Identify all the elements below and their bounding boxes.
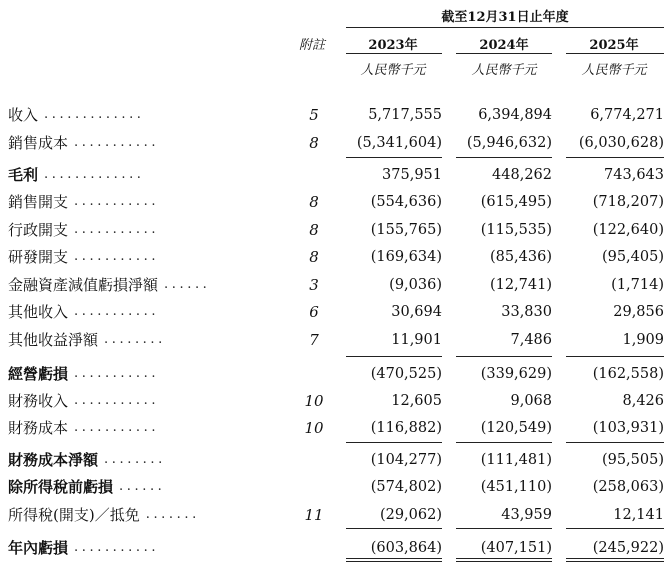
row-label: 財務成本: [8, 419, 69, 437]
row-label: 研發開支: [8, 248, 69, 266]
table-row: [0, 103, 667, 127]
value-cell-2024: 7,486: [510, 332, 552, 348]
row-note: [294, 475, 334, 499]
value-cell-2024: (407,151): [480, 540, 552, 556]
row-label: 財務收入: [8, 392, 69, 410]
value-cell-2025: (162,558): [592, 366, 664, 382]
value-cell-2023: (104,277): [370, 452, 442, 468]
value-cell-2024: (85,436): [489, 249, 552, 265]
value-cell-2023: (603,864): [370, 540, 442, 556]
leader-dots: ......: [119, 479, 166, 494]
table-row: [0, 362, 667, 386]
value-cell-2023: (116,882): [370, 420, 442, 436]
value-cell-2024: (111,481): [480, 452, 552, 468]
row-label: 其他收益淨額: [8, 331, 99, 349]
value-cell-2023: (554,636): [370, 194, 442, 210]
subtotal-rule: [346, 442, 442, 443]
value-cell-2024: (451,110): [480, 479, 552, 495]
subtotal-rule: [566, 157, 664, 158]
row-note: 8: [309, 193, 319, 211]
value-cell-2025: (245,922): [592, 540, 664, 556]
subtotal-rule: [456, 442, 552, 443]
leader-dots: ......: [164, 277, 211, 292]
table-row: [0, 328, 667, 352]
table-row: [0, 218, 667, 242]
value-cell-2023: 11,901: [391, 332, 442, 348]
table-row: [0, 131, 667, 155]
value-cell-2024: (5,946,632): [466, 135, 552, 151]
table-row: [0, 475, 667, 499]
value-cell-2025: (258,063): [592, 479, 664, 495]
value-cell-2023: (169,634): [370, 249, 442, 265]
leader-dots: ...........: [74, 540, 160, 555]
unit-label-2024: 人民幣千元: [471, 63, 537, 78]
value-cell-2024: (115,535): [480, 222, 552, 238]
value-cell-2023: (9,036): [389, 277, 442, 293]
value-cell-2023: (5,341,604): [356, 135, 442, 151]
value-cell-2024: 43,959: [501, 507, 552, 523]
row-note: 6: [309, 303, 319, 321]
value-cell-2025: 29,856: [613, 304, 664, 320]
leader-dots: ...........: [74, 194, 160, 209]
value-cell-2025: 6,774,271: [590, 107, 664, 123]
table-row: [0, 448, 667, 472]
row-label: 行政開支: [8, 221, 69, 239]
value-cell-2025: 1,909: [622, 332, 664, 348]
value-cell-2024: (339,629): [480, 366, 552, 382]
leader-dots: ...........: [74, 420, 160, 435]
value-cell-2024: 9,068: [510, 393, 552, 409]
value-cell-2023: (574,802): [370, 479, 442, 495]
value-cell-2025: (122,640): [592, 222, 664, 238]
total-double-rule: [346, 558, 442, 562]
leader-dots: .......: [145, 507, 200, 522]
leader-dots: ...........: [74, 135, 160, 150]
row-note: [294, 362, 334, 386]
leader-dots: ...........: [74, 393, 160, 408]
table-row: [0, 245, 667, 269]
table-row: [0, 503, 667, 527]
subtotal-rule: [566, 528, 664, 529]
row-label: 所得稅(開支)／抵免: [8, 506, 140, 524]
note-column-header: 附註: [298, 38, 325, 53]
table-row: [0, 300, 667, 324]
row-label: 收入: [8, 106, 39, 124]
subtotal-rule: [566, 356, 664, 357]
row-note: 3: [309, 276, 319, 294]
leader-dots: ...........: [74, 222, 160, 237]
value-cell-2025: (95,505): [601, 452, 664, 468]
row-note: [294, 163, 334, 187]
value-cell-2025: 8,426: [622, 393, 664, 409]
value-cell-2024: 6,394,894: [478, 107, 552, 123]
year-header-2024: 2024年: [479, 38, 529, 53]
row-label: 年內虧損: [8, 539, 69, 557]
value-cell-2024: 33,830: [501, 304, 552, 320]
row-label: 銷售成本: [8, 134, 69, 152]
year-header-2025: 2025年: [589, 38, 639, 53]
table-row: [0, 416, 667, 440]
row-note: 10: [304, 392, 324, 410]
row-label: 財務成本淨額: [8, 451, 99, 469]
row-note: [294, 448, 334, 472]
table-row: [0, 163, 667, 187]
value-cell-2024: (615,495): [480, 194, 552, 210]
unit-label-2025: 人民幣千元: [581, 63, 647, 78]
row-label: 銷售開支: [8, 193, 69, 211]
year-header-2023: 2023年: [368, 38, 418, 53]
table-row: [0, 389, 667, 413]
table-row: [0, 273, 667, 297]
value-cell-2025: (1,714): [611, 277, 664, 293]
row-note: [294, 536, 334, 560]
row-label: 毛利: [8, 166, 39, 184]
subtotal-rule: [456, 528, 552, 529]
value-cell-2025: 743,643: [604, 167, 664, 183]
row-label: 其他收入: [8, 303, 69, 321]
row-note: 11: [304, 506, 324, 524]
leader-dots: .............: [44, 107, 145, 122]
subtotal-rule: [456, 356, 552, 357]
year-rule-2025: [566, 53, 664, 54]
value-cell-2025: (718,207): [592, 194, 664, 210]
table-row: [0, 536, 667, 560]
value-cell-2023: (155,765): [370, 222, 442, 238]
row-note: 5: [309, 106, 319, 124]
value-cell-2025: (95,405): [601, 249, 664, 265]
row-note: 10: [304, 419, 324, 437]
value-cell-2023: 375,951: [382, 167, 442, 183]
row-note: 8: [309, 248, 319, 266]
year-rule-2024: [456, 53, 552, 54]
value-cell-2025: 12,141: [613, 507, 664, 523]
row-label: 經營虧損: [8, 365, 69, 383]
subtotal-rule: [346, 356, 442, 357]
value-cell-2024: 448,262: [492, 167, 552, 183]
unit-label-2023: 人民幣千元: [360, 63, 426, 78]
subtotal-rule: [456, 157, 552, 158]
subtotal-rule: [566, 442, 664, 443]
period-header-rule: [346, 27, 664, 28]
value-cell-2024: (120,549): [480, 420, 552, 436]
period-header: 截至12月31日止年度: [441, 10, 569, 25]
row-note: 7: [309, 331, 319, 349]
value-cell-2025: (103,931): [592, 420, 664, 436]
value-cell-2023: (29,062): [379, 507, 442, 523]
leader-dots: ........: [104, 452, 166, 467]
row-label: 金融資產減值虧損淨額: [8, 276, 159, 294]
leader-dots: ...........: [74, 249, 160, 264]
value-cell-2023: 12,605: [391, 393, 442, 409]
row-note: 8: [309, 221, 319, 239]
value-cell-2023: 5,717,555: [368, 107, 442, 123]
value-cell-2025: (6,030,628): [578, 135, 664, 151]
row-label: 除所得稅前虧損: [8, 478, 114, 496]
value-cell-2023: 30,694: [391, 304, 442, 320]
subtotal-rule: [346, 528, 442, 529]
row-note: 8: [309, 134, 319, 152]
total-double-rule: [566, 558, 664, 562]
leader-dots: .............: [44, 167, 145, 182]
value-cell-2024: (12,741): [489, 277, 552, 293]
leader-dots: ...........: [74, 366, 160, 381]
year-rule-2023: [346, 53, 442, 54]
value-cell-2023: (470,525): [370, 366, 442, 382]
leader-dots: ........: [104, 332, 166, 347]
table-row: [0, 190, 667, 214]
leader-dots: ...........: [74, 304, 160, 319]
subtotal-rule: [346, 157, 442, 158]
total-double-rule: [456, 558, 552, 562]
